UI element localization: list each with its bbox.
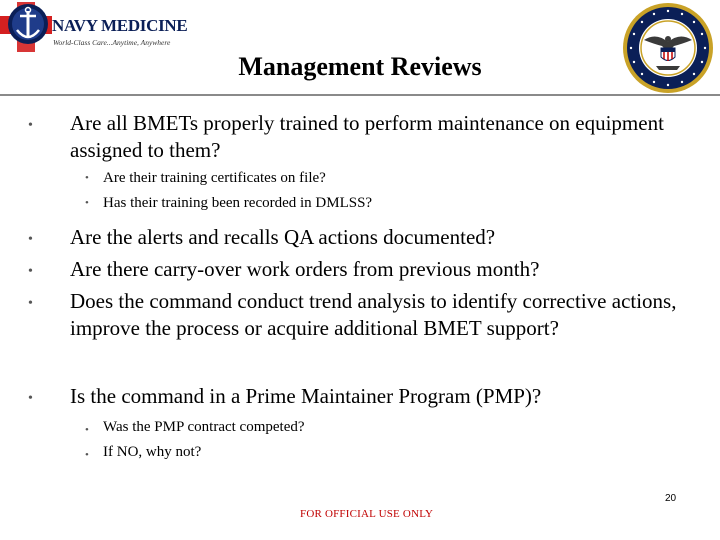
logo-tagline: World-Class Care...Anytime, Anywhere xyxy=(53,38,171,47)
sub-bullet-text-1-2: Has their training been recorded in DMLSS? xyxy=(103,195,373,211)
sub-bullet-text-5-2: If NO, why not? xyxy=(103,444,202,460)
bullet-text-4: Does the command conduct trend analysis to identify corrective actions, improve the process or acquire additional BMET support? xyxy=(70,289,677,340)
sub-bullet-marker: • xyxy=(85,172,89,184)
bullet-marker: • xyxy=(28,296,33,311)
page-number: 20 xyxy=(665,493,677,504)
sub-bullet-text-5-1: Was the PMP contract competed? xyxy=(103,419,305,435)
sub-bullet-marker: • xyxy=(85,449,89,461)
bullet-text-3: Are there carry-over work orders from previous month? xyxy=(70,257,540,281)
bullet-text-2: Are the alerts and recalls QA actions documented? xyxy=(70,225,496,249)
bullet-marker: • xyxy=(28,391,33,406)
logo-wordmark: NAVY MEDICINE xyxy=(52,16,188,35)
bullet-text-5: Is the command in a Prime Maintainer Program (PMP)? xyxy=(70,384,542,408)
sub-bullet-text-1-1: Are their training certificates on file? xyxy=(103,170,326,186)
bullet-marker: • xyxy=(28,232,33,247)
slide-title: Management Reviews xyxy=(238,52,482,81)
bullet-text-1: Are all BMETs properly trained to perform maintenance on equipment assigned to them? xyxy=(70,111,664,162)
bullet-marker: • xyxy=(28,264,33,279)
sub-bullet-marker: • xyxy=(85,197,89,209)
bullet-marker: • xyxy=(28,118,33,133)
sub-bullet-marker: • xyxy=(85,424,89,436)
classification-footer: FOR OFFICIAL USE ONLY xyxy=(300,508,434,520)
